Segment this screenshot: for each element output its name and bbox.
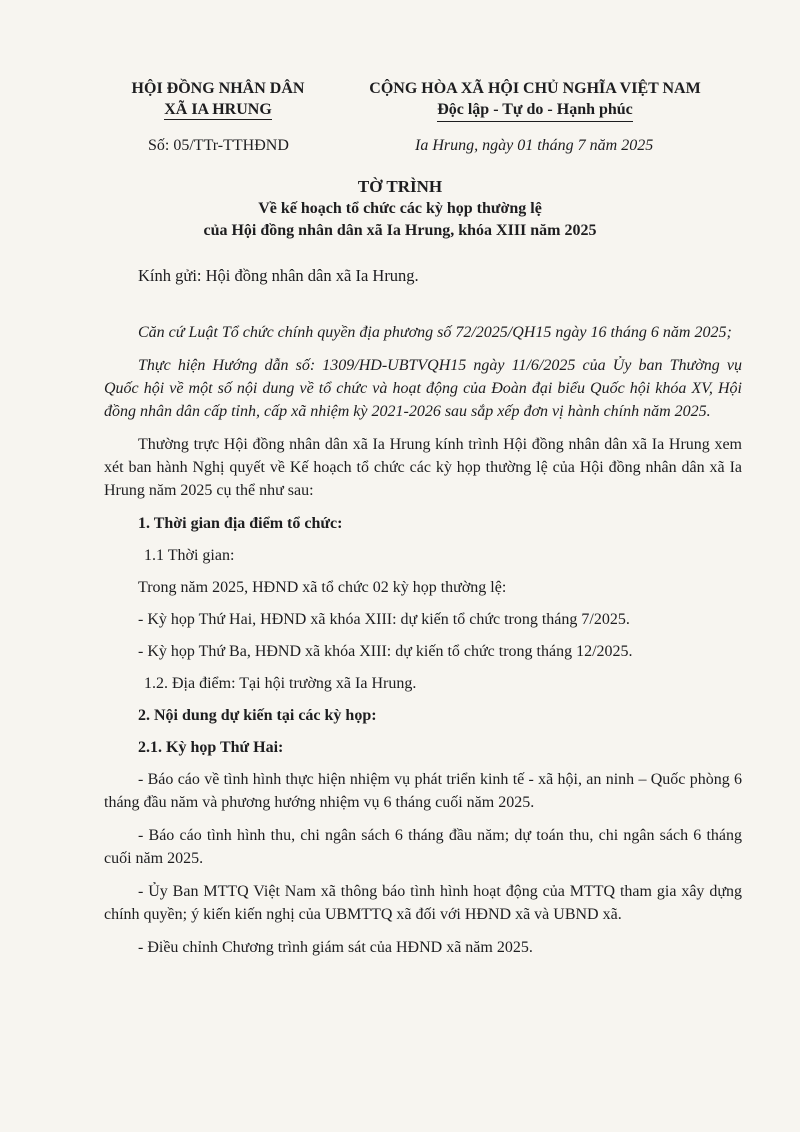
title-subject-line2: của Hội đồng nhân dân xã Ia Hrung, khóa XIII năm 2025 bbox=[203, 222, 597, 239]
section-1-1-heading: 1.1 Thời gian: bbox=[144, 547, 235, 564]
section-1-heading: 1. Thời gian địa điểm tổ chức: bbox=[138, 515, 343, 532]
national-motto: Độc lập - Tự do - Hạnh phúc bbox=[437, 99, 633, 122]
agenda-item-3: - Ủy Ban MTTQ Việt Nam xã thông báo tình hình hoạt động của MTTQ tham gia xây dựng chính quyền; ý kiến kiến nghị của UBMTTQ xã đối với HĐND xã và UBND xã. bbox=[104, 883, 742, 923]
org-name-line2: XÃ IA HRUNG bbox=[164, 101, 272, 118]
document-body bbox=[104, 264, 742, 969]
agenda-item-4: - Điều chỉnh Chương trình giám sát của HĐND xã năm 2025. bbox=[138, 939, 533, 956]
section-2-heading: 2. Nội dung dự kiến tại các kỳ họp: bbox=[138, 707, 377, 724]
document-number: Số: 05/TTr-TTHĐND bbox=[148, 137, 289, 154]
section-2-1-heading: 2.1. Kỳ họp Thứ Hai: bbox=[138, 739, 284, 756]
org-name-line1: HỘI ĐỒNG NHÂN DÂN bbox=[131, 80, 305, 97]
national-title bbox=[345, 78, 725, 122]
recipient-line: Kính gửi: Hội đồng nhân dân xã Ia Hrung. bbox=[138, 266, 419, 285]
issuing-organization bbox=[118, 78, 318, 120]
meeting-item-third: - Kỳ họp Thứ Ba, HĐND xã khóa XIII: dự kiến tổ chức trong tháng 12/2025. bbox=[138, 643, 633, 660]
agenda-item-1: - Báo cáo về tình hình thực hiện nhiệm vụ phát triển kinh tế - xã hội, an ninh – Quốc phòng 6 tháng đầu năm và phương hướng nhiệm vụ 6 tháng cuối năm 2025. bbox=[104, 771, 742, 811]
document-title bbox=[100, 176, 700, 242]
title-main: TỜ TRÌNH bbox=[357, 177, 443, 196]
agenda-item-2: - Báo cáo tình hình thu, chi ngân sách 6 tháng đầu năm; dự toán thu, chi ngân sách 6 tháng cuối năm 2025. bbox=[104, 827, 742, 867]
nation-name: CỘNG HÒA XÃ HỘI CHỦ NGHĨA VIỆT NAM bbox=[369, 80, 701, 97]
title-subject-line1: Về kế hoạch tổ chức các kỳ họp thường lệ bbox=[258, 200, 542, 217]
section-1-2-location: 1.2. Địa điểm: Tại hội trường xã Ia Hrung. bbox=[144, 675, 417, 692]
place-and-date: Ia Hrung, ngày 01 tháng 7 năm 2025 bbox=[415, 137, 654, 154]
legal-basis-1: Căn cứ Luật Tổ chức chính quyền địa phương số 72/2025/QH15 ngày 16 tháng 6 năm 2025; bbox=[138, 324, 732, 341]
intro-paragraph: Thường trực Hội đồng nhân dân xã Ia Hrung kính trình Hội đồng nhân dân xã Ia Hrung xem xét ban hành Nghị quyết về Kế hoạch tổ chức các kỳ họp thường lệ của Hội đồng nhân dân xã Ia Hrung năm 2025 cụ thể như sau: bbox=[104, 436, 742, 499]
section-1-1-text: Trong năm 2025, HĐND xã tổ chức 02 kỳ họp thường lệ: bbox=[138, 579, 507, 596]
meeting-item-second: - Kỳ họp Thứ Hai, HĐND xã khóa XIII: dự kiến tổ chức trong tháng 7/2025. bbox=[138, 611, 630, 628]
legal-basis-2: Thực hiện Hướng dẫn số: 1309/HD-UBTVQH15 ngày 11/6/2025 của Ủy ban Thường vụ Quốc hội về một số nội dung về tổ chức và hoạt động của Đoàn đại biểu Quốc hội khóa XV, Hội đồng nhân dân cấp tỉnh, cấp xã nhiệm kỳ 2021-2026 sau sắp xếp đơn vị hành chính năm 2025. bbox=[104, 357, 742, 420]
